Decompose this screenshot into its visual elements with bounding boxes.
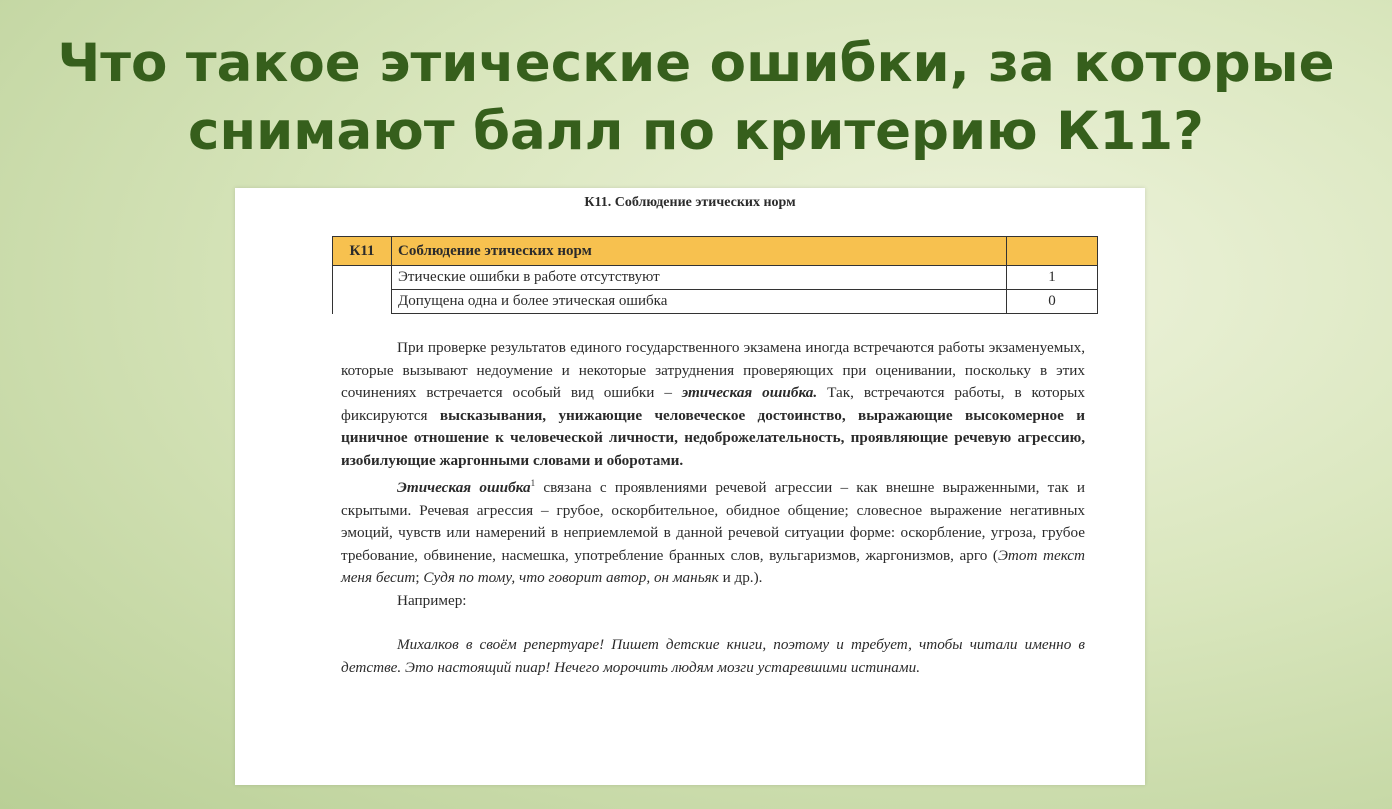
- document-image: [235, 188, 1145, 785]
- p2-text: связана с проявлениями речевой агрессии – как внешне выраженными, так и скрытыми. Речевая агрессия – грубое, оскорбительное, обидное общение; словесное выражение негативных эмоций, чувств или намерений в неприемлемой в данной речевой ситуации форме: оскорбление, угроза, грубое требование, обвинение, насмешка, употребление бранных слов, вульгаризмов, жаргонизмов, арго (: [341, 479, 1085, 564]
- p1-mid: Так, встречаются работы, в которых фиксируются: [341, 384, 1085, 424]
- paragraph-example: [341, 634, 1085, 679]
- p2-sep: ;: [415, 569, 424, 587]
- document-body: [341, 337, 1085, 679]
- table-row: [333, 266, 1098, 290]
- criteria-table-header: [333, 237, 1098, 266]
- footnote-marker: 1: [530, 478, 536, 488]
- criteria-code: К11: [333, 237, 392, 266]
- paragraph-example-label: Например:: [397, 591, 467, 609]
- criteria-score-header: [1007, 237, 1098, 266]
- slide-title: [0, 30, 1392, 166]
- p2-end: и др.).: [718, 569, 763, 587]
- table-row-text: Этические ошибки в работе отсутствуют: [392, 266, 1007, 290]
- p2-example-1: Этот текст меня бесит: [341, 546, 1086, 587]
- table-empty-cell: [333, 290, 392, 314]
- p2-example-2: Судя по тому, что говорит автор, он маньяк: [423, 569, 719, 587]
- paragraph-intro: [341, 337, 1085, 472]
- table-row-text: Допущена одна и более этическая ошибка: [392, 290, 1007, 314]
- document-heading: К11. Соблюдение этических норм: [584, 195, 796, 210]
- table-empty-cell: [333, 266, 392, 290]
- table-row: [333, 290, 1098, 314]
- example-text: Михалков в своём репертуаре! Пишет детские книги, поэтому и требует, чтобы читали именно в детстве. Это настоящий пиар! Нечего морочить людям мозги устаревшими истинами.: [341, 636, 1085, 676]
- criteria-table: [332, 236, 1098, 314]
- p2-term: Этическая ошибка: [397, 479, 531, 497]
- p1-start: При проверке результатов единого государственного экзамена иногда встречаются работы экзаменуемых, которые вызывают недоумение и некоторые затруднения проверяющих при оценивании, поскольку в этих сочинениях встречается особый вид ошибки –: [341, 339, 1085, 401]
- table-row-score: 0: [1007, 290, 1098, 314]
- p1-bold: высказывания, унижающие человеческое достоинство, выражающие высокомерное и циничное отношение к человеческой личности, недоброжелательность, проявляющие речевую агрессию, изобилующие жаргонными словами и оборотами.: [341, 406, 1085, 469]
- table-row-score: 1: [1007, 266, 1098, 290]
- slide-title-line-2: снимают балл по критерию К11?: [188, 101, 1204, 162]
- criteria-name: Соблюдение этических норм: [392, 237, 1007, 266]
- paragraph-definition: [341, 472, 1085, 590]
- slide-title-line-1: Что такое этические ошибки, за которые: [57, 33, 1335, 94]
- p1-term: этическая ошибка.: [681, 384, 818, 401]
